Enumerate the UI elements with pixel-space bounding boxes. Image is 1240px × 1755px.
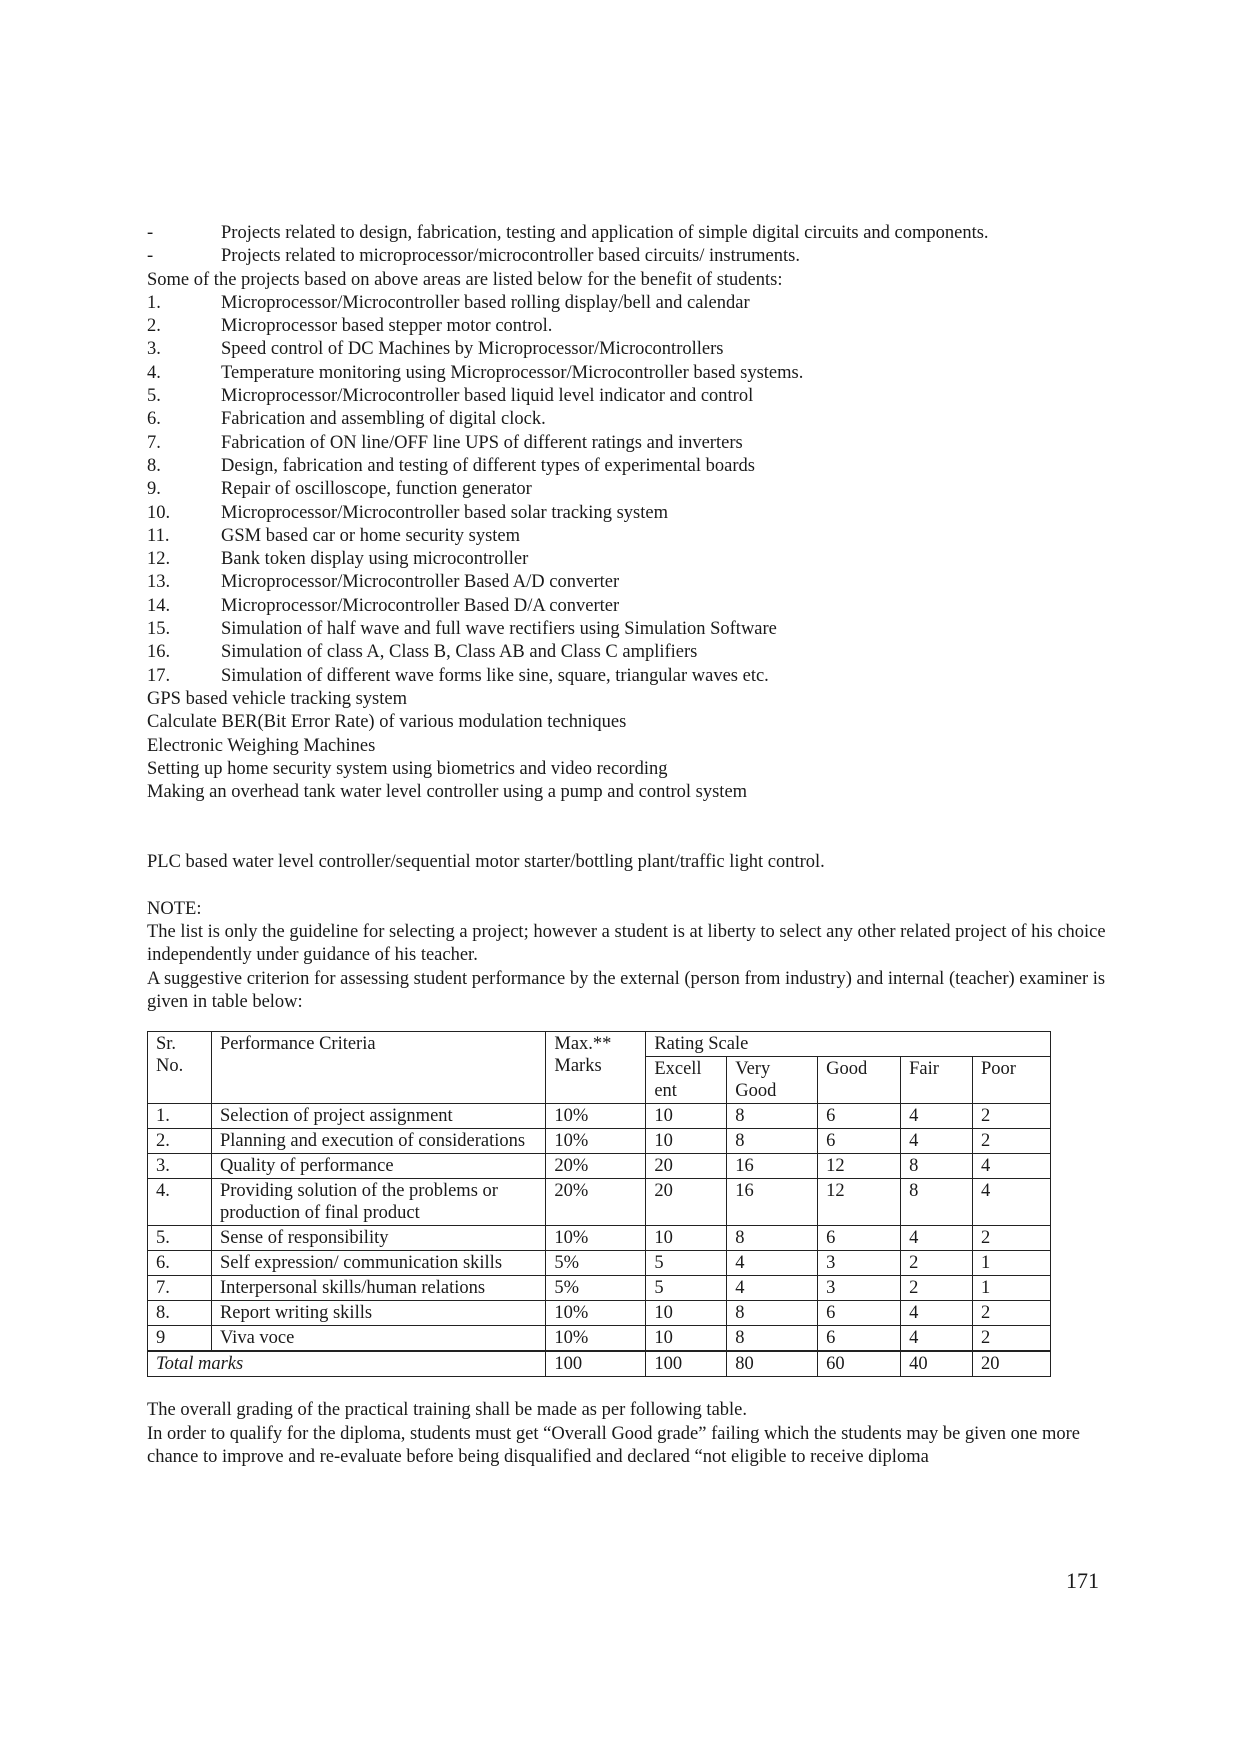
list-item: [147, 478, 1107, 501]
cell-sr: 5.: [148, 1226, 212, 1251]
list-marker: 14.: [147, 595, 171, 616]
list-item: [147, 571, 1107, 594]
cell-max: 10%: [546, 1129, 646, 1154]
list-marker: 12.: [147, 549, 171, 570]
cell-criteria: Viva voce: [211, 1326, 545, 1352]
table-body: [148, 1104, 1051, 1352]
list-item: GPS based vehicle tracking system: [147, 688, 407, 709]
cell-good: 6: [818, 1226, 901, 1251]
list-marker: 7.: [147, 432, 161, 453]
total-fair: 40: [901, 1351, 973, 1377]
cell-fair: 4: [901, 1104, 973, 1129]
table-row: [148, 1104, 1051, 1129]
cell-criteria: Planning and execution of considerations: [211, 1129, 545, 1154]
cell-fair: 4: [901, 1326, 973, 1352]
cell-excellent: 10: [646, 1226, 727, 1251]
cell-poor: 2: [973, 1326, 1051, 1352]
list-text: Microprocessor/Microcontroller Based D/A converter: [221, 595, 620, 616]
document-page: [147, 222, 1107, 1469]
table-row: [148, 1179, 1051, 1226]
cell-excellent: 10: [646, 1301, 727, 1326]
list-text: Microprocessor/Microcontroller based rolling display/bell and calendar: [221, 292, 750, 313]
list-marker: 11.: [147, 525, 170, 546]
list-text: Bank token display using microcontroller: [221, 549, 529, 570]
list-text: Speed control of DC Machines by Microprocessor/Microcontrollers: [221, 339, 724, 360]
list-item: [147, 292, 1107, 315]
cell-criteria: Quality of performance: [211, 1154, 545, 1179]
cell-sr: 8.: [148, 1301, 212, 1326]
cell-very-good: 4: [727, 1251, 818, 1276]
cell-good: 3: [818, 1276, 901, 1301]
table-total-row: [148, 1351, 1051, 1377]
assessment-table: [147, 1031, 1051, 1377]
list-item: Setting up home security system using biometrics and video recording: [147, 758, 668, 779]
cell-fair: 4: [901, 1301, 973, 1326]
plc-line: PLC based water level controller/sequential motor starter/bottling plant/traffic light control.: [147, 852, 825, 873]
total-label: Total marks: [148, 1351, 546, 1377]
cell-criteria: Self expression/ communication skills: [211, 1251, 545, 1276]
list-item: [147, 362, 1107, 385]
list-marker: 3.: [147, 339, 161, 360]
note-paragraph: The list is only the guideline for selecting a project; however a student is at liberty to select any other related project of his choice independently under guidance of his teacher.: [147, 922, 1106, 966]
cell-sr: 1.: [148, 1104, 212, 1129]
list-marker: 2.: [147, 316, 161, 337]
cell-sr: 7.: [148, 1276, 212, 1301]
cell-criteria: Selection of project assignment: [211, 1104, 545, 1129]
list-item: [147, 245, 1107, 268]
list-text: Microprocessor/Microcontroller based solar tracking system: [221, 502, 668, 523]
header-excellent: Excell ent: [646, 1057, 727, 1104]
cell-fair: 2: [901, 1251, 973, 1276]
table-row: [148, 1154, 1051, 1179]
list-marker: -: [147, 223, 154, 243]
cell-sr: 3.: [148, 1154, 212, 1179]
list-marker: 10.: [147, 502, 171, 523]
list-item: [147, 502, 1107, 525]
cell-very-good: 8: [727, 1129, 818, 1154]
list-text: Microprocessor/Microcontroller based liquid level indicator and control: [221, 386, 754, 407]
header-poor: Poor: [973, 1057, 1051, 1104]
list-item: [147, 548, 1107, 571]
cell-poor: 4: [973, 1179, 1051, 1226]
total-very-good: 80: [727, 1351, 818, 1377]
list-marker: 9.: [147, 479, 161, 500]
list-marker: 6.: [147, 409, 161, 430]
cell-very-good: 8: [727, 1326, 818, 1352]
list-marker: 17.: [147, 665, 171, 686]
list-item: [147, 385, 1107, 408]
cell-very-good: 8: [727, 1226, 818, 1251]
cell-good: 6: [818, 1326, 901, 1352]
cell-good: 6: [818, 1129, 901, 1154]
cell-excellent: 10: [646, 1104, 727, 1129]
list-text: Projects related to design, fabrication, testing and application of simple digital circuits and components.: [221, 223, 989, 243]
cell-criteria: Providing solution of the problems or production of final product: [211, 1179, 545, 1226]
cell-good: 6: [818, 1104, 901, 1129]
cell-max: 5%: [546, 1251, 646, 1276]
table-row: [148, 1251, 1051, 1276]
header-good: Good: [818, 1057, 901, 1104]
list-item: Making an overhead tank water level controller using a pump and control system: [147, 782, 748, 803]
table-header-row: [148, 1032, 1051, 1057]
list-text: Microprocessor/Microcontroller Based A/D converter: [221, 572, 620, 593]
list-item: [147, 432, 1107, 455]
cell-very-good: 16: [727, 1179, 818, 1226]
cell-criteria: Report writing skills: [211, 1301, 545, 1326]
list-item: [147, 338, 1107, 361]
cell-max: 20%: [546, 1179, 646, 1226]
header-max-marks: Max.** Marks: [546, 1032, 646, 1104]
extra-project-list: [147, 688, 1107, 804]
dash-list: [147, 222, 1107, 269]
cell-poor: 2: [973, 1226, 1051, 1251]
total-good: 60: [818, 1351, 901, 1377]
closing-line: The overall grading of the practical training shall be made as per following table.: [147, 1400, 748, 1421]
table-row: [148, 1301, 1051, 1326]
cell-fair: 8: [901, 1154, 973, 1179]
cell-sr: 2.: [148, 1129, 212, 1154]
cell-max: 10%: [546, 1326, 646, 1352]
list-text: Temperature monitoring using Microprocessor/Microcontroller based systems.: [221, 362, 804, 383]
list-item: [147, 641, 1107, 664]
list-item: [147, 665, 1107, 688]
cell-poor: 2: [973, 1301, 1051, 1326]
total-poor: 20: [973, 1351, 1051, 1377]
cell-poor: 2: [973, 1104, 1051, 1129]
list-item: [147, 315, 1107, 338]
cell-good: 12: [818, 1154, 901, 1179]
cell-criteria: Interpersonal skills/human relations: [211, 1276, 545, 1301]
cell-fair: 4: [901, 1226, 973, 1251]
list-item: Calculate BER(Bit Error Rate) of various modulation techniques: [147, 712, 627, 733]
note-heading: NOTE:: [147, 898, 202, 919]
project-list: [147, 292, 1107, 688]
table-row: [148, 1326, 1051, 1352]
cell-very-good: 8: [727, 1301, 818, 1326]
total-excellent: 100: [646, 1351, 727, 1377]
list-marker: 13.: [147, 572, 171, 593]
list-marker: 1.: [147, 292, 161, 313]
list-item: [147, 595, 1107, 618]
cell-excellent: 20: [646, 1154, 727, 1179]
table-row: [148, 1276, 1051, 1301]
list-marker: 8.: [147, 455, 161, 476]
cell-good: 6: [818, 1301, 901, 1326]
cell-max: 10%: [546, 1104, 646, 1129]
total-max: 100: [546, 1351, 646, 1377]
cell-sr: 4.: [148, 1179, 212, 1226]
list-text: Simulation of class A, Class B, Class AB and Class C amplifiers: [221, 642, 698, 663]
intro-line: Some of the projects based on above areas are listed below for the benefit of students:: [147, 269, 783, 290]
cell-criteria: Sense of responsibility: [211, 1226, 545, 1251]
cell-fair: 4: [901, 1129, 973, 1154]
cell-max: 20%: [546, 1154, 646, 1179]
table-row: [148, 1226, 1051, 1251]
list-item: [147, 408, 1107, 431]
list-item: [147, 525, 1107, 548]
header-criteria: Performance Criteria: [211, 1032, 545, 1104]
list-marker: 5.: [147, 386, 161, 407]
cell-very-good: 16: [727, 1154, 818, 1179]
list-text: Projects related to microprocessor/microcontroller based circuits/ instruments.: [221, 246, 800, 267]
cell-sr: 9: [148, 1326, 212, 1352]
cell-excellent: 20: [646, 1179, 727, 1226]
list-text: Fabrication of ON line/OFF line UPS of different ratings and inverters: [221, 432, 743, 453]
cell-poor: 4: [973, 1154, 1051, 1179]
cell-excellent: 5: [646, 1251, 727, 1276]
list-item: [147, 618, 1107, 641]
header-fair: Fair: [901, 1057, 973, 1104]
cell-good: 12: [818, 1179, 901, 1226]
list-item: [147, 455, 1107, 478]
cell-very-good: 4: [727, 1276, 818, 1301]
cell-excellent: 10: [646, 1326, 727, 1352]
header-sr: Sr. No.: [148, 1032, 212, 1104]
cell-fair: 8: [901, 1179, 973, 1226]
cell-excellent: 10: [646, 1129, 727, 1154]
list-item: [147, 222, 1107, 245]
list-item: Electronic Weighing Machines: [147, 735, 376, 756]
list-marker: 16.: [147, 642, 171, 663]
list-text: Fabrication and assembling of digital clock.: [221, 409, 546, 430]
header-very-good: Very Good: [727, 1057, 818, 1104]
cell-poor: 1: [973, 1251, 1051, 1276]
cell-fair: 2: [901, 1276, 973, 1301]
cell-excellent: 5: [646, 1276, 727, 1301]
note-paragraph: A suggestive criterion for assessing student performance by the external (person from industry) and internal (teacher) examiner is given in table below:: [147, 968, 1106, 1012]
header-rating-scale: Rating Scale: [646, 1032, 1051, 1057]
list-text: Simulation of different wave forms like sine, square, triangular waves etc.: [221, 665, 769, 686]
page-number: 171: [1066, 1568, 1099, 1593]
cell-max: 10%: [546, 1301, 646, 1326]
list-text: Simulation of half wave and full wave rectifiers using Simulation Software: [221, 619, 777, 640]
list-marker: -: [147, 246, 154, 267]
list-marker: 4.: [147, 362, 161, 383]
cell-good: 3: [818, 1251, 901, 1276]
closing-paragraph: In order to qualify for the diploma, students must get “Overall Good grade” failing which the students may be given one more chance to improve and re-evaluate before being disqualified and declared “not eligible to receive diploma: [147, 1423, 1080, 1467]
list-text: Repair of oscilloscope, function generator: [221, 479, 532, 500]
cell-max: 5%: [546, 1276, 646, 1301]
cell-max: 10%: [546, 1226, 646, 1251]
list-marker: 15.: [147, 619, 171, 640]
list-text: Design, fabrication and testing of different types of experimental boards: [221, 455, 755, 476]
cell-poor: 1: [973, 1276, 1051, 1301]
table-row: [148, 1129, 1051, 1154]
cell-sr: 6.: [148, 1251, 212, 1276]
list-text: Microprocessor based stepper motor control.: [221, 316, 553, 337]
list-text: GSM based car or home security system: [221, 525, 521, 546]
cell-poor: 2: [973, 1129, 1051, 1154]
cell-very-good: 8: [727, 1104, 818, 1129]
